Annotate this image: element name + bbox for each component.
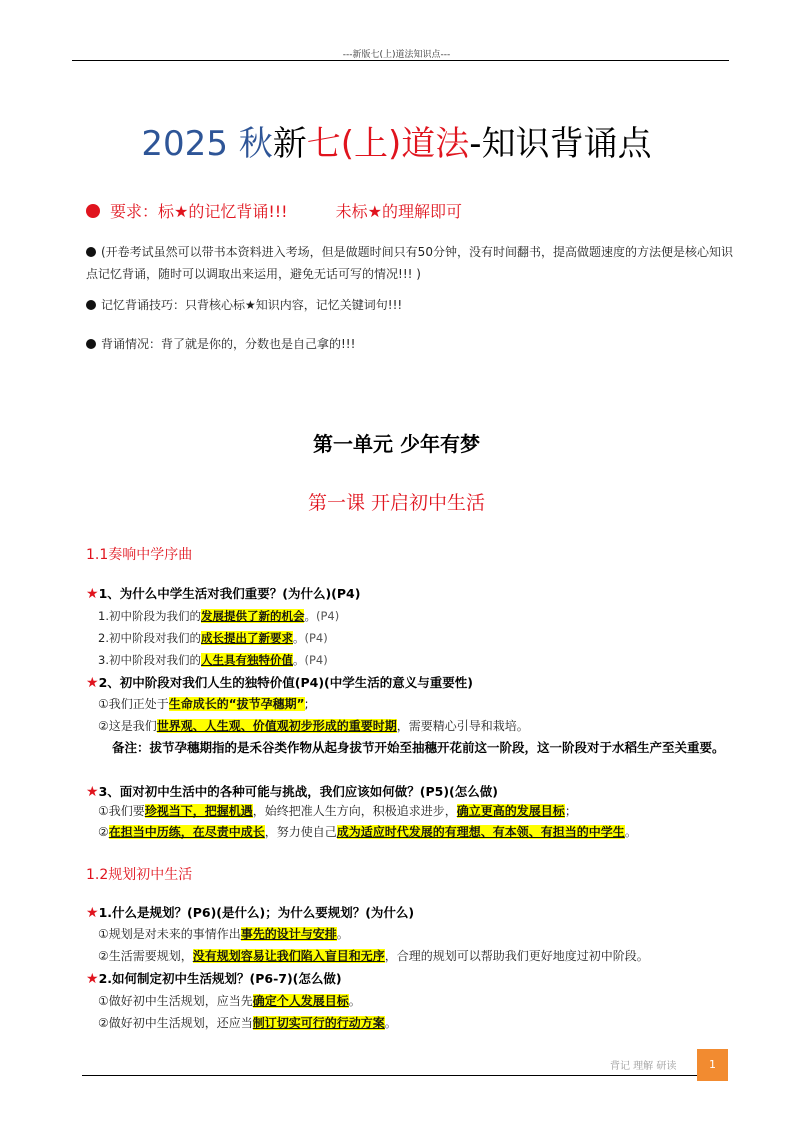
question-2-2: ★2.如何制定初中生活规划？(P6-7)(怎么做) [86,971,342,987]
page-header: ---新版七(上)道法知识点--- [342,50,451,60]
title-suffix: -知识背诵点 [469,124,652,164]
unit-title: 第一单元 少年有梦 [313,432,480,456]
section-1-title: 1.1奏响中学序曲 [86,547,193,563]
answer-line: ①我们正处于生命成长的“拔节孕穗期”; [98,697,309,711]
note-exam: (开卷考试虽然可以带书本资料进入考场，但是做题时间只有50分钟，没有时间翻书，提高做题速度的方法便是核心知识点记忆背诵，随时可以调取出来运用，避免无话可写的情况!!! ) [86,245,733,281]
star-icon: ★ [86,905,99,921]
answer-line: ②在担当中历练，在尽责中成长，努力使自己成为适应时代发展的有理想、有本领、有担当的中学生。 [98,825,637,839]
star-icon: ★ [86,675,99,691]
question-1-1: ★1、为什么中学生活对我们重要？(为什么)(P4) [86,586,361,602]
footer-text: 背记 理解 研读 [610,1061,677,1072]
page-number: 1 [697,1049,728,1081]
question-1-3: ★3、面对初中生活中的各种可能与挑战，我们应该如何做？(P5)(怎么做) [86,784,498,800]
requirement-line [86,199,462,222]
question-1-2: ★2、初中阶段对我们人生的独特价值(P4)(中学生活的意义与重要性) [86,675,473,691]
answer-line: ②做好初中生活规划，还应当制订切实可行的行动方案。 [98,1016,397,1030]
remark-note: 备注：拔节孕穗期指的是禾谷类作物从起身拔节开始至抽穗开花前这一阶段，这一阶段对于水稻生产至关重要。 [112,740,725,755]
title-year: 2025 秋 [141,124,273,164]
answer-line: ①规划是对未来的事情作出事先的设计与安排。 [98,927,349,941]
answer-line: 1.初中阶段为我们的发展提供了新的机会。(P4) [98,609,340,623]
requirement-right: 未标★的理解即可 [335,202,462,221]
red-bullet-icon [86,204,100,218]
bullet-icon [86,300,96,310]
answer-line: ②这是我们世界观、人生观、价值观初步形成的重要时期，需要精心引导和栽培。 [98,719,529,733]
section-2-title: 1.2规划初中生活 [86,867,193,883]
title-new: 新 [272,124,307,164]
answer-line: ①我们要珍视当下，把握机遇，始终把准人生方向，积极追求进步，确立更高的发展目标； [98,804,577,818]
answer-line: ①做好初中生活规划，应当先确定个人发展目标。 [98,994,361,1008]
bullet-icon [86,339,96,349]
lesson-title: 第一课 开启初中生活 [307,492,486,514]
document-title [0,116,793,165]
bullet-icon [86,247,96,257]
star-icon: ★ [86,586,99,602]
note-technique: 记忆背诵技巧：只背核心标★知识内容，记忆关键词句!!! [86,294,736,316]
answer-line: ②生活需要规划，没有规划容易让我们陷入盲目和无序，合理的规划可以帮助我们更好地度过初中阶段。 [98,949,649,963]
footer-divider [82,1075,728,1076]
star-icon: ★ [86,971,99,987]
header-divider [72,60,729,61]
note-status: 背诵情况：背了就是你的，分数也是自己拿的!!! [86,333,736,355]
question-2-1: ★1.什么是规划？(P6)(是什么)；为什么要规划？(为什么) [86,905,415,921]
star-icon: ★ [86,784,99,800]
title-subject: 七(上)道法 [306,124,470,164]
requirement-left: 要求：标★的记忆背诵!!! [110,202,288,221]
answer-line: 2.初中阶段对我们的成长提出了新要求。(P4) [98,631,328,645]
answer-line: 3.初中阶段对我们的人生具有独特价值。(P4) [98,653,328,667]
